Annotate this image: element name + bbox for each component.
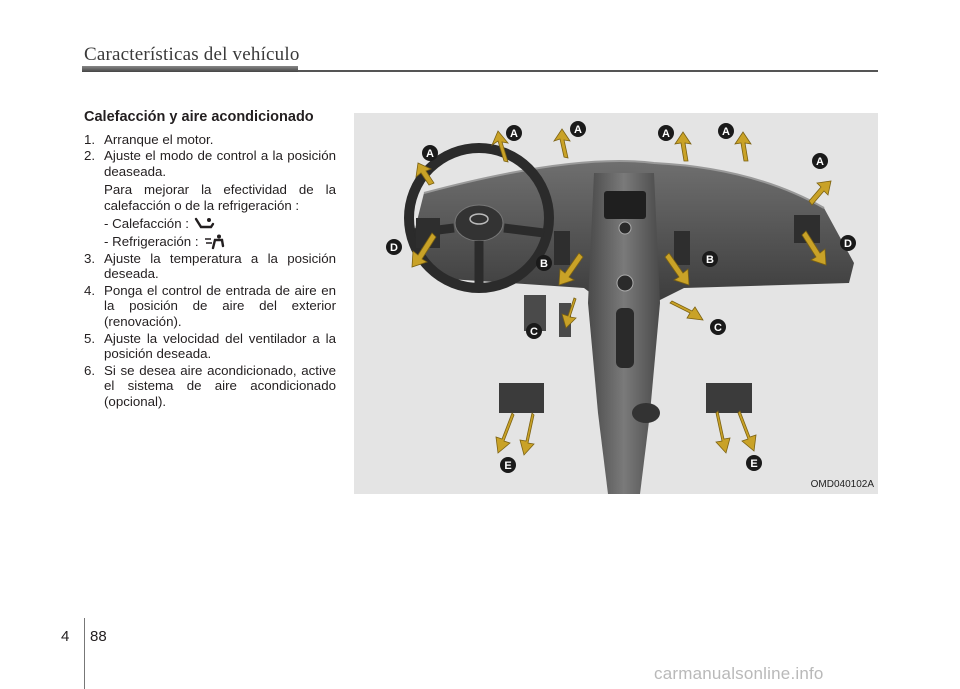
dashboard-airflow-illustration [354, 113, 878, 494]
label-a: A [722, 126, 730, 138]
step-4 [84, 283, 336, 330]
step-number: 6. [84, 362, 96, 378]
arrow-icon [675, 132, 691, 161]
step-text: Si se desea aire acondicionado, active el sistema de aire acondicionado (opcional). [104, 362, 336, 409]
label-d-marker [386, 239, 402, 255]
label-e-marker [500, 457, 516, 473]
header-title: Características del vehículo [84, 44, 300, 65]
step-2 [84, 148, 336, 249]
chapter-number: 4 [61, 628, 70, 645]
gear-shifter [616, 308, 634, 368]
step-text: Arranque el motor. [104, 131, 214, 147]
label-a-marker [718, 123, 734, 139]
label-a-marker [658, 125, 674, 141]
arrow-icon [735, 132, 751, 161]
label-a-marker [570, 121, 586, 137]
label-b: B [540, 258, 548, 270]
floor-duct-left [499, 383, 544, 413]
label-e: E [504, 460, 512, 472]
label-a-marker [812, 153, 828, 169]
step-2-note: Para mejorar la efectividad de la calefacción o de la refrigeración : [104, 182, 336, 213]
cup-holder [632, 403, 660, 423]
step-number: 5. [84, 330, 96, 346]
step-3 [84, 251, 336, 282]
control-knob [617, 275, 633, 291]
arrow-icon [716, 411, 730, 453]
arrow-icon [520, 413, 534, 455]
label-d: D [390, 242, 398, 254]
label-c-marker [710, 319, 726, 335]
step-5 [84, 331, 336, 362]
arrow-icon [738, 411, 756, 451]
step-text: Ajuste la velocidad del ventilador a la posición deseada. [104, 330, 336, 362]
label-a-marker [422, 145, 438, 161]
arrow-icon [670, 301, 703, 320]
heating-label: - Calefacción : [104, 215, 189, 231]
label-d-marker [840, 235, 856, 251]
arrow-icon [554, 129, 570, 158]
label-c: C [530, 326, 538, 338]
arrow-icon [496, 413, 514, 453]
page-number: 88 [90, 628, 107, 645]
vent-center-left [554, 231, 570, 265]
step-text: Ajuste el modo de control a la posición deaseada. [104, 148, 336, 179]
cooling-mode-icon [203, 234, 225, 250]
label-e: E [750, 458, 758, 470]
label-a-marker [506, 125, 522, 141]
label-a: A [574, 124, 582, 136]
step-number: 3. [84, 250, 96, 266]
label-a: A [426, 148, 434, 160]
label-c: C [714, 322, 722, 334]
step-text: Ponga el control de entrada de aire en la posición de aire del exterior (renovación). [104, 282, 336, 329]
label-b: B [706, 254, 714, 266]
heating-mode-icon [193, 216, 215, 232]
steps-list [84, 132, 336, 410]
figure-code: OMD040102A [810, 479, 874, 490]
label-a: A [662, 128, 670, 140]
label-b-marker [536, 255, 552, 271]
watermark: carmanualsonline.info [654, 664, 824, 683]
vent-center-right [674, 231, 690, 265]
footer-rule [84, 618, 85, 689]
label-c-marker [526, 323, 542, 339]
step-6 [84, 363, 336, 410]
floor-duct-right [706, 383, 752, 413]
step-number: 2. [84, 148, 96, 164]
cooling-line [104, 234, 336, 250]
label-e-marker [746, 455, 762, 471]
label-b-marker [702, 251, 718, 267]
label-d: D [844, 238, 852, 250]
step-1 [84, 132, 336, 148]
instructions-column [84, 110, 336, 411]
dashboard-drawing [354, 113, 878, 494]
step-text: Ajuste la temperatura a la posición deseada. [104, 250, 336, 282]
section-title: Calefacción y aire acondicionado [84, 109, 314, 125]
step-number: 1. [84, 131, 96, 147]
label-a: A [510, 128, 518, 140]
step-number: 4. [84, 282, 96, 298]
display-screen [604, 191, 646, 219]
arrow-icon [809, 181, 831, 205]
heating-line [104, 216, 336, 232]
header-rule [84, 70, 878, 72]
cooling-label: - Refrigeración : [104, 233, 199, 249]
label-a: A [816, 156, 824, 168]
